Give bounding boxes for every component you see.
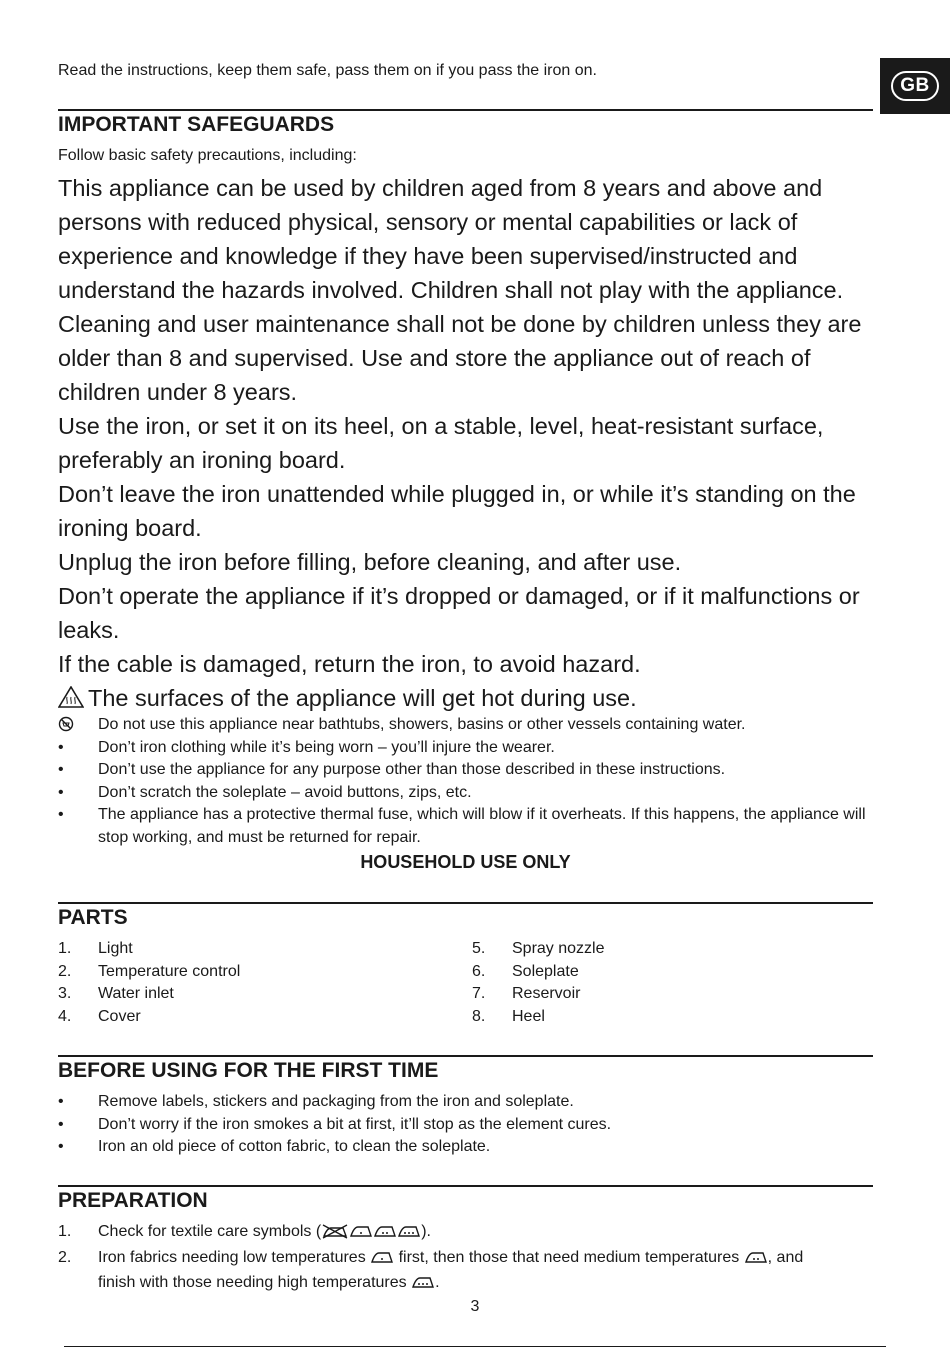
safeguard-paragraph: This appliance can be used by children aged from 8 years and above and persons with reduced physical, sensory or mental capabilities or lack of experience and knowledge if they have been supervised/instructed and understand the hazards involved. Children shall not play with the appliance. Cleaning and user maintenance shall not be done by children unless they are older than 8 and supervised. Use and store the appliance out of reach of children under 8 years. bbox=[58, 175, 862, 405]
bullet: • bbox=[58, 783, 64, 801]
parts-list-right bbox=[472, 938, 852, 1028]
parts-label: Spray nozzle bbox=[512, 940, 605, 957]
step-text-part: ). bbox=[421, 1223, 431, 1240]
safeguard-paragraph: Don’t operate the appliance if it’s dropped or damaged, or if it malfunctions or leaks. bbox=[58, 583, 860, 643]
section-divider bbox=[58, 1055, 873, 1057]
step-text bbox=[98, 1247, 873, 1298]
no-water-icon bbox=[58, 714, 98, 737]
list-item bbox=[58, 782, 873, 805]
parts-label: Light bbox=[98, 940, 133, 957]
parts-item bbox=[472, 938, 852, 961]
iron-low-temp-icon bbox=[370, 1249, 394, 1273]
bullet: • bbox=[58, 1093, 64, 1110]
step-text-part: first, then those that need medium temperatures bbox=[394, 1248, 744, 1266]
section-divider bbox=[58, 1185, 873, 1187]
bullet: • bbox=[58, 1115, 64, 1133]
language-label: GB bbox=[891, 71, 939, 101]
first-time-heading: BEFORE USING FOR THE FIRST TIME bbox=[58, 1059, 439, 1082]
parts-item bbox=[472, 1006, 852, 1029]
bullet: • bbox=[58, 761, 64, 778]
parts-item bbox=[58, 1006, 438, 1029]
parts-number: 3. bbox=[58, 985, 72, 1002]
step-text-part: . bbox=[435, 1274, 440, 1291]
parts-number: 1. bbox=[58, 940, 72, 957]
parts-label: Reservoir bbox=[512, 985, 581, 1002]
parts-number: 7. bbox=[472, 985, 486, 1002]
preparation-step bbox=[58, 1247, 873, 1298]
step-text-part: Iron fabrics needing low temperatures bbox=[98, 1248, 371, 1266]
parts-item bbox=[58, 938, 438, 961]
safeguards-subheading: Follow basic safety precautions, including: bbox=[58, 147, 357, 164]
step-text-part: finish with those needing high temperatures bbox=[98, 1274, 412, 1291]
parts-item bbox=[58, 983, 438, 1006]
parts-label: Water inlet bbox=[98, 985, 174, 1002]
list-item bbox=[58, 1136, 873, 1159]
list-item-text: Remove labels, stickers and packaging from the iron and soleplate. bbox=[98, 1093, 574, 1110]
parts-label: Cover bbox=[98, 1007, 141, 1025]
iron-medium-temp-icon bbox=[744, 1249, 768, 1273]
list-item bbox=[58, 737, 873, 760]
safeguard-paragraph: Use the iron, or set it on its heel, on a stable, level, heat-resistant surface, preferably an ironing board. bbox=[58, 413, 824, 473]
bullet: • bbox=[58, 1138, 64, 1155]
hot-surface-warning-icon bbox=[58, 683, 84, 717]
safeguard-bullet-list bbox=[58, 714, 873, 849]
hot-surface-warning-text: The surfaces of the appliance will get hot during use. bbox=[88, 685, 637, 711]
parts-label: Temperature control bbox=[98, 962, 241, 980]
parts-number: 8. bbox=[472, 1007, 486, 1025]
parts-item bbox=[472, 983, 852, 1006]
parts-heading: PARTS bbox=[58, 906, 128, 929]
step-text bbox=[98, 1221, 873, 1247]
iron-high-temp-icon bbox=[411, 1274, 435, 1298]
footer-divider bbox=[64, 1346, 886, 1347]
hot-surface-warning bbox=[58, 681, 873, 717]
list-item bbox=[58, 804, 873, 849]
no-iron-icon bbox=[321, 1223, 349, 1247]
iron-medium-temp-icon bbox=[373, 1223, 397, 1247]
water-warning-text: Do not use this appliance near bathtubs, showers, basins or other vessels containing water. bbox=[98, 716, 746, 733]
parts-number: 5. bbox=[472, 940, 486, 957]
parts-item bbox=[58, 961, 438, 984]
list-item bbox=[58, 759, 873, 782]
safeguard-paragraph: Don’t leave the iron unattended while plugged in, or while it’s standing on the ironing board. bbox=[58, 481, 856, 541]
step-number: 2. bbox=[58, 1248, 72, 1266]
list-item-text: Don’t worry if the iron smokes a bit at first, it’ll stop as the element cures. bbox=[98, 1115, 612, 1133]
list-item-text: Don’t iron clothing while it’s being worn – you’ll injure the wearer. bbox=[98, 738, 555, 756]
household-use-heading: HOUSEHOLD USE ONLY bbox=[360, 852, 571, 872]
parts-list-left bbox=[58, 938, 438, 1028]
list-item bbox=[58, 1091, 873, 1114]
list-item-text: Don’t scratch the soleplate – avoid buttons, zips, etc. bbox=[98, 783, 472, 801]
section-divider bbox=[58, 109, 873, 111]
first-time-list bbox=[58, 1091, 873, 1159]
safeguards-body bbox=[58, 171, 873, 717]
intro-text: Read the instructions, keep them safe, pass them on if you pass the iron on. bbox=[58, 62, 597, 79]
list-item-text: The appliance has a protective thermal fuse, which will blow if it overheats. If this happens, the appliance will stop working, and must be returned for repair. bbox=[98, 806, 866, 846]
iron-low-temp-icon bbox=[349, 1223, 373, 1247]
water-warning-item bbox=[58, 714, 873, 737]
parts-number: 6. bbox=[472, 962, 486, 980]
preparation-list bbox=[58, 1221, 873, 1298]
bullet: • bbox=[58, 806, 64, 823]
step-text-part: Check for textile care symbols ( bbox=[98, 1223, 322, 1240]
parts-number: 4. bbox=[58, 1007, 72, 1025]
section-divider bbox=[58, 902, 873, 904]
parts-label: Soleplate bbox=[512, 962, 579, 980]
list-item bbox=[58, 1114, 873, 1137]
list-item-text: Don’t use the appliance for any purpose other than those described in these instructions. bbox=[98, 761, 726, 778]
parts-item bbox=[472, 961, 852, 984]
step-number: 1. bbox=[58, 1223, 72, 1240]
preparation-step bbox=[58, 1221, 873, 1247]
safeguard-paragraph: If the cable is damaged, return the iron, to avoid hazard. bbox=[58, 651, 641, 677]
bullet: • bbox=[58, 738, 64, 756]
parts-label: Heel bbox=[512, 1007, 545, 1025]
safeguards-heading: IMPORTANT SAFEGUARDS bbox=[58, 113, 335, 136]
preparation-heading: PREPARATION bbox=[58, 1189, 208, 1212]
safeguard-paragraph: Unplug the iron before filling, before cleaning, and after use. bbox=[58, 549, 682, 575]
parts-number: 2. bbox=[58, 962, 72, 980]
step-text-part: , and bbox=[767, 1248, 804, 1266]
list-item-text: Iron an old piece of cotton fabric, to clean the soleplate. bbox=[98, 1138, 491, 1155]
iron-high-temp-icon bbox=[397, 1223, 421, 1247]
page-number: 3 bbox=[470, 1298, 480, 1315]
language-tab bbox=[880, 58, 950, 114]
